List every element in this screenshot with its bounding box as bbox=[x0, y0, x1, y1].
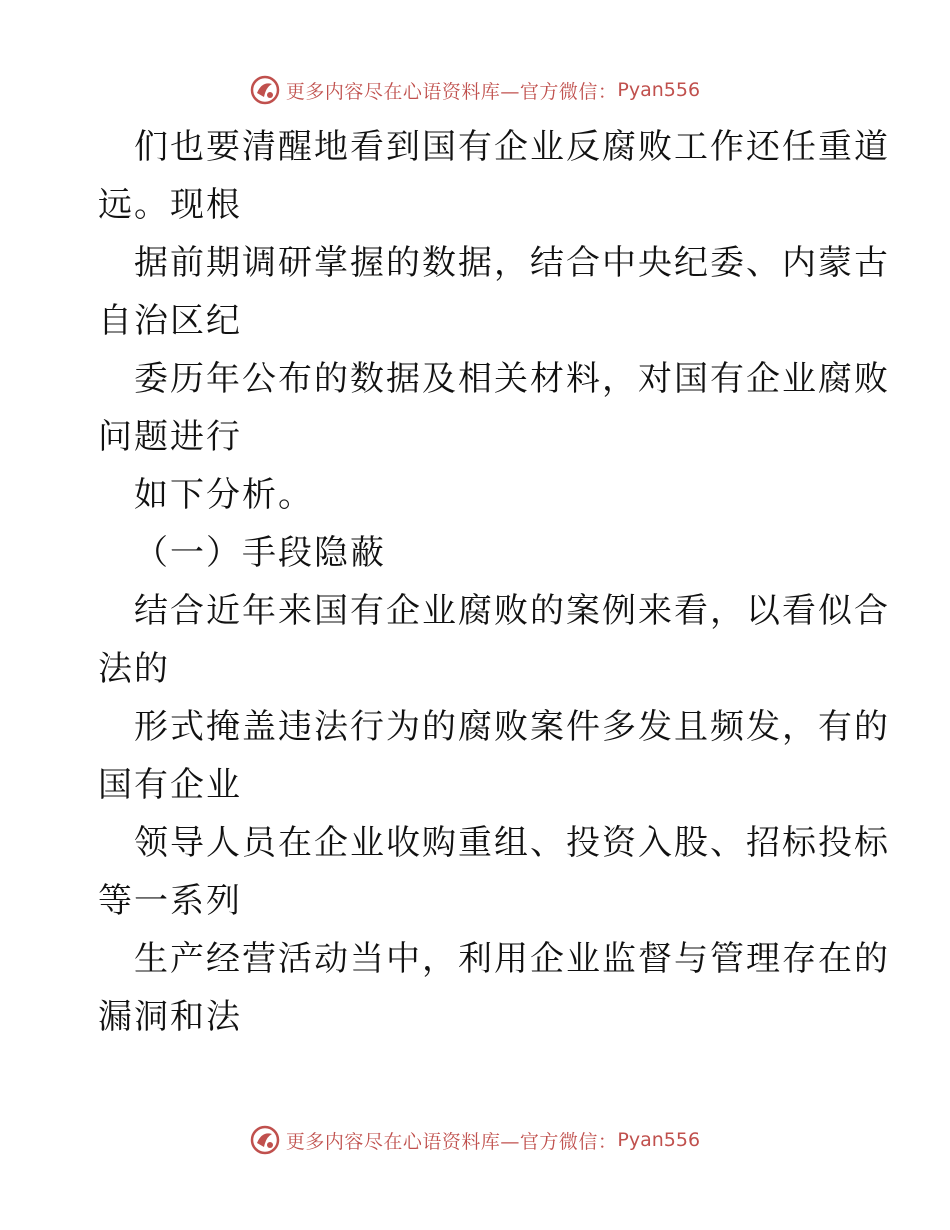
text-line: 国有企业 bbox=[98, 765, 242, 805]
text-line: 生产经营活动当中，利用企业监督与管理存在的 bbox=[134, 939, 890, 979]
text-line: 领导人员在企业收购重组、投资入股、招标投标 bbox=[134, 823, 890, 863]
footer-watermark bbox=[0, 1120, 950, 1160]
text-line: 委历年公布的数据及相关材料，对国有企业腐败 bbox=[134, 359, 890, 399]
text-line: 如下分析。 bbox=[134, 475, 314, 515]
text-line: 自治区纪 bbox=[98, 301, 242, 341]
text-line: 等一系列 bbox=[98, 881, 242, 921]
wechat-id: Pyan556 bbox=[617, 79, 701, 101]
watermark-text: 更多内容尽在心语资料库—官方微信： bbox=[285, 80, 618, 103]
text-line: 远。现根 bbox=[98, 185, 242, 225]
text-line: 法的 bbox=[98, 649, 170, 689]
text-line: 结合近年来国有企业腐败的案例来看，以看似合 bbox=[134, 591, 890, 631]
text-line: 据前期调研掌握的数据，结合中央纪委、内蒙古 bbox=[134, 243, 890, 283]
header-watermark bbox=[0, 70, 950, 110]
text-line: 形式掩盖违法行为的腐败案件多发且频发，有的 bbox=[134, 707, 890, 747]
red-swirl-logo-icon bbox=[250, 1125, 280, 1155]
section-heading: （一）手段隐蔽 bbox=[134, 533, 386, 573]
document-body bbox=[98, 118, 890, 1046]
red-swirl-logo-icon bbox=[250, 75, 280, 105]
text-line: 们也要清醒地看到国有企业反腐败工作还任重道 bbox=[134, 127, 890, 167]
wechat-id: Pyan556 bbox=[617, 1129, 701, 1151]
text-line: 问题进行 bbox=[98, 417, 242, 457]
text-line: 漏洞和法 bbox=[98, 997, 242, 1037]
watermark-text: 更多内容尽在心语资料库—官方微信： bbox=[285, 1130, 618, 1153]
